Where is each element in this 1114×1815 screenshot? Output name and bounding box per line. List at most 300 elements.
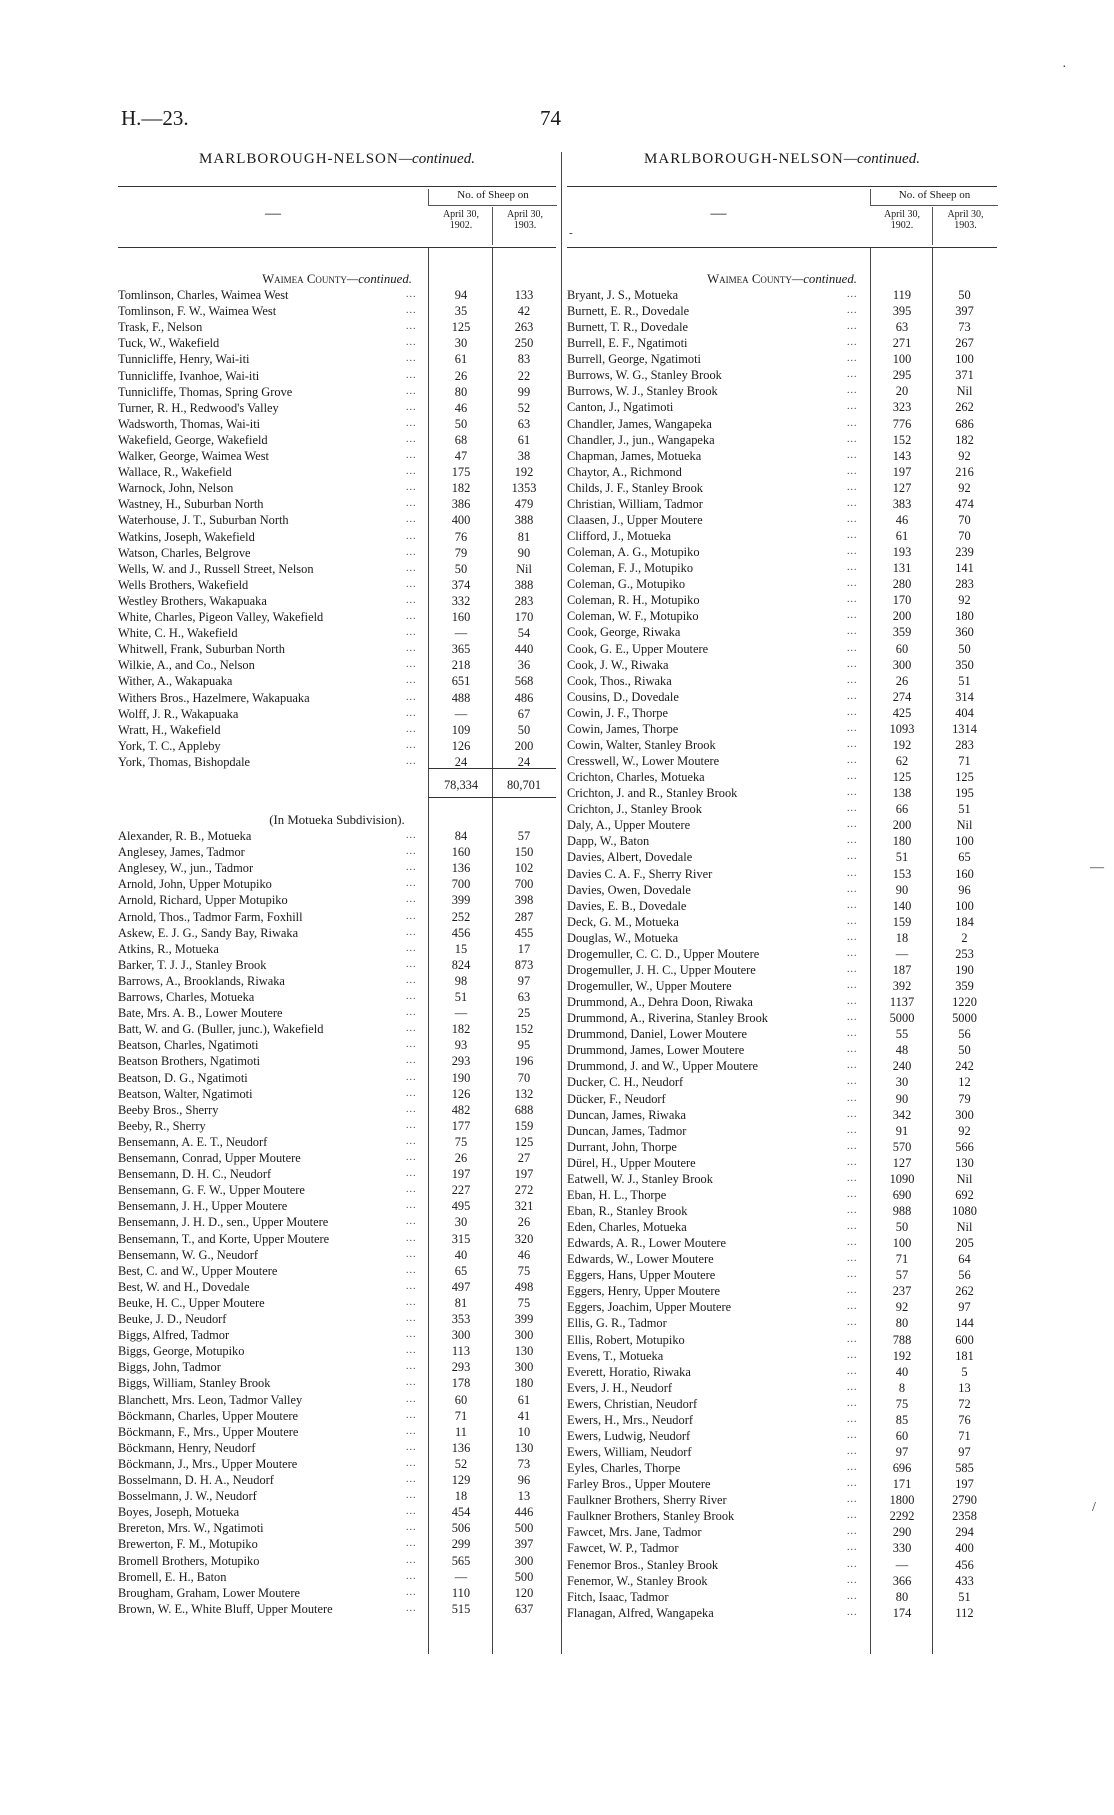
- table-row: [567, 866, 997, 882]
- table-row: [567, 1235, 997, 1251]
- leader-dots: ...: [406, 627, 417, 639]
- leader-dots: ...: [847, 1526, 858, 1538]
- leader-dots: ...: [847, 1221, 858, 1233]
- owner-name: Arnold, Richard, Upper Motupiko: [118, 893, 288, 908]
- owner-name: Walker, George, Waimea West: [118, 449, 269, 463]
- leader-dots: ...: [406, 1490, 417, 1502]
- sheep-1903: 90: [517, 545, 531, 560]
- table-row: [118, 1231, 556, 1247]
- table-row: [567, 1605, 997, 1621]
- sheep-1902: 81: [454, 1295, 468, 1310]
- owner-name: Biggs, Alfred, Tadmor: [118, 1328, 230, 1343]
- owner-name: Drummond, A., Dehra Doon, Riwaka: [567, 995, 753, 1010]
- owner-name: Tuck, W., Wakefield: [118, 336, 220, 351]
- sheep-1902: 274: [892, 689, 912, 704]
- leader-dots: ...: [847, 1494, 858, 1506]
- table-row: [118, 1392, 556, 1408]
- owner-name: Eban, R., Stanley Brook: [567, 1203, 688, 1218]
- leader-dots: ...: [406, 1039, 417, 1051]
- sheep-1903: 398: [514, 893, 534, 908]
- leader-dots: ...: [406, 1425, 417, 1437]
- sheep-1902: 174: [892, 1605, 912, 1620]
- table-row: [118, 1182, 556, 1198]
- sheep-1903: 359: [955, 979, 974, 993]
- sheep-1902: 988: [892, 1203, 912, 1218]
- sheep-1902: 40: [895, 1364, 909, 1379]
- owner-name: White, Charles, Pigeon Valley, Wakefield: [118, 610, 324, 624]
- leader-dots: ...: [406, 594, 417, 606]
- sheep-1903: 371: [955, 368, 974, 383]
- owner-name: Trask, F., Nelson: [118, 320, 203, 335]
- table-row: [567, 1251, 997, 1267]
- table-row: [567, 528, 997, 544]
- owner-name: Eatwell, W. J., Stanley Brook: [567, 1171, 713, 1186]
- leader-dots: ...: [406, 1023, 417, 1035]
- table-row: [567, 399, 997, 415]
- leader-dots: ...: [847, 369, 858, 381]
- left-column-header: [118, 186, 556, 248]
- owner-name: Bosselmann, J. W., Neudorf: [118, 1489, 257, 1504]
- owner-name: White, C. H., Wakefield: [118, 626, 238, 641]
- leader-dots: ...: [406, 691, 417, 703]
- sheep-1903: 283: [955, 737, 974, 752]
- table-row: [118, 287, 556, 303]
- sheep-1902: 160: [451, 845, 471, 860]
- leader-dots: ...: [847, 674, 858, 686]
- owner-name: Cowin, J. F., Thorpe: [567, 705, 669, 720]
- sheep-1902: 119: [892, 288, 912, 302]
- sheep-1903: 1220: [952, 995, 977, 1010]
- sheep-1902: 280: [892, 577, 912, 592]
- leader-dots: ...: [406, 974, 417, 986]
- owner-name: Evers, J. H., Neudorf: [567, 1380, 672, 1395]
- header-year-1902: April 30, 1902.: [883, 209, 921, 231]
- owner-name: York, T. C., Appleby: [118, 738, 221, 753]
- leader-dots: ...: [406, 894, 417, 906]
- sheep-1902: —: [454, 626, 468, 641]
- table-row: [567, 383, 997, 399]
- header-sheep-count: No. of Sheep on: [870, 189, 998, 206]
- sheep-1903: 350: [955, 657, 974, 672]
- owner-name: York, Thomas, Bishopdale: [118, 754, 251, 769]
- table-row: [118, 1488, 556, 1504]
- table-row: [118, 319, 556, 335]
- sheep-1902: 127: [892, 480, 912, 495]
- sheep-1902: 60: [895, 1428, 909, 1443]
- leader-dots: ...: [406, 1522, 417, 1534]
- total-1903: 80,701: [506, 778, 542, 792]
- owner-name: Wolff, J. R., Wakapuaka: [118, 706, 239, 721]
- sheep-1903: 1353: [511, 481, 537, 496]
- table-row: [118, 690, 556, 706]
- leader-dots: ...: [847, 1510, 858, 1522]
- sheep-1903: 112: [955, 1605, 974, 1620]
- sheep-1903: 75: [517, 1295, 531, 1310]
- leader-dots: ...: [847, 996, 858, 1008]
- table-row: [118, 1198, 556, 1214]
- sheep-1902: 227: [451, 1183, 471, 1198]
- leader-dots: ...: [847, 1558, 858, 1570]
- owner-name: Tunnicliffe, Thomas, Spring Grove: [118, 384, 293, 399]
- sheep-1902: 51: [454, 990, 468, 1004]
- leader-dots: ...: [847, 305, 858, 317]
- table-row: [118, 738, 556, 754]
- leader-dots: ...: [847, 1076, 858, 1088]
- leader-dots: ...: [847, 562, 858, 574]
- sheep-1903: 50: [958, 288, 971, 302]
- sheep-1903: Nil: [516, 561, 532, 576]
- leader-dots: ...: [406, 1087, 417, 1099]
- leader-dots: ...: [847, 787, 858, 799]
- owner-name: Davies, E. B., Dovedale: [567, 898, 687, 913]
- sheep-1903: 287: [514, 909, 534, 924]
- table-row: [567, 1219, 997, 1235]
- leader-dots: ...: [847, 610, 858, 622]
- sheep-1902: 55: [895, 1027, 909, 1042]
- sheep-1902: 90: [895, 1091, 909, 1106]
- owner-name: Batt, W. and G. (Buller, junc.), Wakefield: [118, 1022, 324, 1037]
- table-row: [118, 1553, 556, 1569]
- owner-name: Coleman, F. J., Motupiko: [567, 561, 694, 576]
- sheep-1903: 76: [958, 1412, 971, 1427]
- leader-dots: ...: [406, 1119, 417, 1131]
- table-row: [567, 576, 997, 592]
- sheep-1902: 293: [451, 1360, 471, 1375]
- table-row: [567, 432, 997, 448]
- owner-name: Watson, Charles, Belgrove: [118, 545, 251, 560]
- sheep-1902: 26: [895, 673, 909, 688]
- owner-name: Cowin, James, Thorpe: [567, 721, 679, 736]
- leader-dots: ...: [847, 1060, 858, 1072]
- owner-name: Eban, H. L., Thorpe: [567, 1187, 667, 1202]
- sheep-1902: 160: [451, 610, 471, 624]
- owner-name: Childs, J. F., Stanley Brook: [567, 480, 704, 495]
- owner-name: Dücker, F., Neudorf: [567, 1091, 666, 1106]
- owner-name: Faulkner Brothers, Stanley Brook: [567, 1509, 735, 1524]
- sheep-1903: 397: [955, 304, 974, 319]
- sheep-1903: 133: [514, 288, 534, 302]
- sheep-1903: 5000: [952, 1011, 977, 1026]
- sheep-1903: 440: [514, 642, 534, 657]
- sheep-1902: 776: [892, 416, 912, 431]
- table-row: [567, 624, 997, 640]
- sheep-1903: 125: [514, 1134, 534, 1149]
- owner-name: Cook, G. E., Upper Moutere: [567, 641, 709, 656]
- table-row: [118, 1536, 556, 1552]
- sheep-1902: 200: [892, 609, 912, 624]
- sheep-1902: 315: [451, 1231, 471, 1246]
- sheep-1902: 175: [451, 465, 471, 480]
- table-row: [118, 973, 556, 989]
- sheep-1902: 456: [451, 925, 471, 940]
- sheep-1903: Nil: [956, 384, 973, 399]
- table-row: [118, 828, 556, 844]
- sheep-1903: 486: [514, 690, 534, 705]
- sheep-1902: 788: [892, 1332, 912, 1347]
- owner-name: Beuke, H. C., Upper Moutere: [118, 1295, 265, 1310]
- table-row: [567, 608, 997, 624]
- sheep-1902: 66: [895, 802, 909, 817]
- leader-dots: ...: [847, 289, 858, 300]
- sheep-1903: 97: [958, 1300, 971, 1315]
- owner-name: Eggers, Hans, Upper Moutere: [567, 1268, 716, 1283]
- sheep-1903: 239: [955, 545, 974, 560]
- sheep-1903: 180: [955, 609, 974, 624]
- leader-dots: ...: [406, 1361, 417, 1373]
- total-rule: [428, 797, 556, 798]
- sheep-1902: 353: [451, 1312, 471, 1326]
- sheep-1903: 27: [517, 1151, 531, 1165]
- leader-dots: ...: [847, 803, 858, 815]
- owner-name: Coleman, R. H., Motupiko: [567, 593, 700, 608]
- owner-name: Coleman, A. G., Motupiko: [567, 545, 700, 560]
- table-row: [118, 941, 556, 957]
- sheep-1903: 263: [514, 320, 534, 335]
- sheep-1903: 52: [517, 400, 531, 415]
- sheep-1903: 397: [514, 1537, 534, 1552]
- owner-name: Eggers, Joachim, Upper Moutere: [567, 1300, 732, 1315]
- table-row: [567, 1139, 997, 1155]
- leader-dots: ...: [847, 1574, 858, 1586]
- sheep-1903: 130: [514, 1440, 534, 1455]
- leader-dots: ...: [406, 498, 417, 510]
- leader-dots: ...: [406, 1280, 417, 1292]
- sheep-1903: 38: [517, 449, 531, 463]
- owner-name: Evens, T., Motueka: [567, 1348, 664, 1363]
- owner-name: Bryant, J. S., Motueka: [567, 288, 679, 302]
- owner-name: Westley Brothers, Wakapuaka: [118, 593, 267, 608]
- leader-dots: ...: [847, 1124, 858, 1136]
- leader-dots: ...: [406, 1570, 417, 1582]
- leader-dots: ...: [847, 1156, 858, 1168]
- leader-dots: ...: [406, 1409, 417, 1421]
- owner-name: Bate, Mrs. A. B., Lower Moutere: [118, 1006, 283, 1021]
- sheep-1902: 374: [451, 577, 471, 592]
- table-row: [567, 721, 997, 737]
- sheep-1902: 218: [451, 658, 471, 673]
- owner-name: Edwards, A. R., Lower Moutere: [567, 1236, 726, 1251]
- owner-name: Tunnicliffe, Henry, Wai-iti: [118, 352, 250, 367]
- total-row: [118, 777, 556, 793]
- owner-name: Biggs, George, Motupiko: [118, 1344, 245, 1359]
- sheep-1903: 692: [955, 1187, 974, 1202]
- page-code: H.—23.: [121, 106, 189, 130]
- leader-dots: ...: [847, 1381, 858, 1393]
- leader-dots: ...: [847, 690, 858, 702]
- table-row: [118, 1424, 556, 1440]
- sheep-1903: 61: [517, 1392, 531, 1407]
- sheep-1902: 187: [892, 962, 912, 977]
- owner-name: Wither, A., Wakapuaka: [118, 674, 233, 689]
- leader-dots: ...: [847, 1092, 858, 1104]
- table-row: [567, 464, 997, 480]
- table-row: [118, 303, 556, 319]
- leader-dots: ...: [847, 722, 858, 734]
- table-row: [567, 641, 997, 657]
- sheep-1903: 65: [958, 850, 971, 865]
- table-row: [118, 1601, 556, 1617]
- table-row: [567, 769, 997, 785]
- sheep-1903: 144: [955, 1316, 974, 1331]
- leader-dots: ...: [847, 963, 858, 975]
- sheep-1903: 25: [517, 1006, 531, 1021]
- owner-name: Flanagan, Alfred, Wangapeka: [567, 1605, 714, 1620]
- table-row: [118, 957, 556, 973]
- sheep-1903: 1080: [952, 1203, 977, 1218]
- sheep-1902: 237: [892, 1284, 912, 1299]
- sheep-1903: 72: [958, 1396, 971, 1411]
- sheep-1903: 130: [514, 1344, 534, 1359]
- sheep-1902: 824: [451, 957, 471, 972]
- sheep-1903: 272: [514, 1183, 534, 1198]
- table-row: [567, 480, 997, 496]
- leader-dots: ...: [847, 1542, 858, 1554]
- sheep-1902: 75: [454, 1134, 468, 1149]
- owner-name: Brereton, Mrs. W., Ngatimoti: [118, 1521, 264, 1536]
- margin-mark: /: [1092, 1500, 1096, 1515]
- owner-name: Farley Bros., Upper Moutere: [567, 1477, 711, 1492]
- sheep-1903: 12: [958, 1075, 971, 1090]
- sheep-1903: 13: [958, 1380, 971, 1395]
- leader-dots: ...: [406, 755, 417, 767]
- leader-dots: ...: [406, 1393, 417, 1405]
- sheep-1903: 216: [955, 464, 974, 479]
- owner-name: Bensemann, J. H. D., sen., Upper Moutere: [118, 1215, 329, 1230]
- table-row: [118, 529, 556, 545]
- table-row: [118, 545, 556, 561]
- sheep-1902: 482: [451, 1102, 471, 1117]
- sheep-1902: 136: [451, 861, 471, 876]
- owner-name: Bosselmann, D. H. A., Neudorf: [118, 1473, 274, 1487]
- sheep-1902: 365: [451, 642, 471, 657]
- owner-name: Cousins, D., Dovedale: [567, 689, 679, 704]
- column-divider: [561, 152, 562, 1654]
- leader-dots: ...: [406, 433, 417, 445]
- leader-dots: ...: [406, 1457, 417, 1469]
- sheep-1903: 130: [955, 1155, 974, 1170]
- owner-name: Burrows, W. G., Stanley Brook: [567, 368, 722, 383]
- table-row: [118, 335, 556, 351]
- owner-name: Fenemor, W., Stanley Brook: [567, 1573, 708, 1588]
- table-row: [567, 319, 997, 335]
- sheep-1902: 295: [892, 368, 912, 383]
- sheep-1902: 26: [454, 1151, 468, 1165]
- owner-name: Wells, W. and J., Russell Street, Nelson: [118, 561, 314, 576]
- leader-dots: ...: [847, 867, 858, 879]
- sheep-1902: 293: [451, 1054, 471, 1069]
- leader-dots: ...: [406, 1055, 417, 1067]
- table-row: [118, 1311, 556, 1327]
- sheep-1903: 181: [955, 1348, 974, 1363]
- owner-name: Drogemuller, W., Upper Moutere: [567, 979, 732, 993]
- sheep-1902: 454: [451, 1505, 471, 1520]
- sheep-1903: 498: [514, 1279, 534, 1294]
- sheep-1902: 1800: [889, 1493, 915, 1508]
- leader-dots: ...: [406, 353, 417, 365]
- table-row: [567, 1428, 997, 1444]
- sheep-1903: 92: [958, 1123, 971, 1138]
- sheep-1902: 11: [455, 1424, 467, 1439]
- leader-dots: ...: [847, 706, 858, 718]
- leader-dots: ...: [847, 1349, 858, 1361]
- leader-dots: ...: [406, 305, 417, 317]
- leader-dots: ...: [406, 1232, 417, 1244]
- owner-name: Claasen, J., Upper Moutere: [567, 512, 703, 527]
- leader-dots: ...: [406, 1184, 417, 1196]
- sheep-1903: 41: [517, 1408, 531, 1423]
- table-row: [567, 914, 997, 930]
- section-heading-motueka: (In Motueka Subdivision).: [269, 813, 405, 827]
- sheep-1903: 159: [514, 1118, 534, 1133]
- sheep-1903: 100: [955, 834, 974, 849]
- table-row: [567, 367, 997, 383]
- sheep-1902: 68: [454, 432, 468, 447]
- sheep-1903: 600: [955, 1332, 974, 1347]
- owner-name: Burrell, George, Ngatimoti: [567, 352, 701, 367]
- leader-dots: ...: [847, 642, 858, 654]
- leader-dots: ...: [847, 883, 858, 895]
- leader-dots: ...: [406, 910, 417, 922]
- leader-dots: ...: [406, 1296, 417, 1308]
- sheep-1902: 26: [454, 368, 468, 383]
- leader-dots: ...: [406, 1071, 417, 1083]
- sheep-1902: 192: [892, 737, 912, 752]
- owner-name: Boyes, Joseph, Motueka: [118, 1505, 240, 1520]
- table-row: [567, 1042, 997, 1058]
- sheep-1903: 51: [958, 802, 971, 817]
- sheep-1903: 283: [955, 577, 974, 592]
- sheep-1902: 252: [451, 909, 471, 924]
- leader-dots: ...: [406, 1586, 417, 1598]
- table-row: [567, 1107, 997, 1123]
- table-row: [567, 287, 997, 303]
- sheep-1903: 300: [514, 1360, 534, 1375]
- owner-name: Deck, G. M., Motueka: [567, 914, 679, 929]
- table-row: [118, 1005, 556, 1021]
- table-row: [118, 625, 556, 641]
- owner-name: Crichton, Charles, Motueka: [567, 770, 705, 785]
- table-row: [567, 1508, 997, 1524]
- table-row: [567, 817, 997, 833]
- leader-dots: ...: [847, 1397, 858, 1409]
- owner-name: Wells Brothers, Wakefield: [118, 577, 249, 592]
- sheep-1902: —: [895, 946, 909, 961]
- total-rule: [428, 768, 556, 769]
- sheep-1902: 71: [895, 1252, 909, 1267]
- owner-name: Bensemann, J. H., Upper Moutere: [118, 1199, 288, 1214]
- table-row: [567, 1123, 997, 1139]
- sheep-1902: 84: [454, 829, 468, 843]
- sheep-1903: 195: [955, 786, 974, 801]
- sheep-1903: 92: [958, 448, 971, 463]
- sheep-1903: 700: [514, 877, 534, 892]
- owner-name: Wallace, R., Wakefield: [118, 465, 232, 480]
- owner-name: Duncan, James, Tadmor: [567, 1123, 687, 1138]
- table-row: [118, 577, 556, 593]
- sheep-1903: 500: [514, 1569, 534, 1584]
- table-row: [567, 1524, 997, 1540]
- sheep-1902: 1137: [889, 995, 915, 1010]
- table-row: [567, 1364, 997, 1380]
- leader-dots: ...: [847, 1462, 858, 1474]
- owner-name: Chaytor, A., Richmond: [567, 464, 682, 479]
- sheep-1902: 182: [451, 1022, 471, 1037]
- sheep-1902: 97: [895, 1445, 909, 1460]
- sheep-1903: 388: [514, 513, 534, 528]
- leader-dots: ...: [406, 723, 417, 735]
- sheep-1903: 267: [955, 336, 974, 351]
- leader-dots: ...: [406, 991, 417, 1002]
